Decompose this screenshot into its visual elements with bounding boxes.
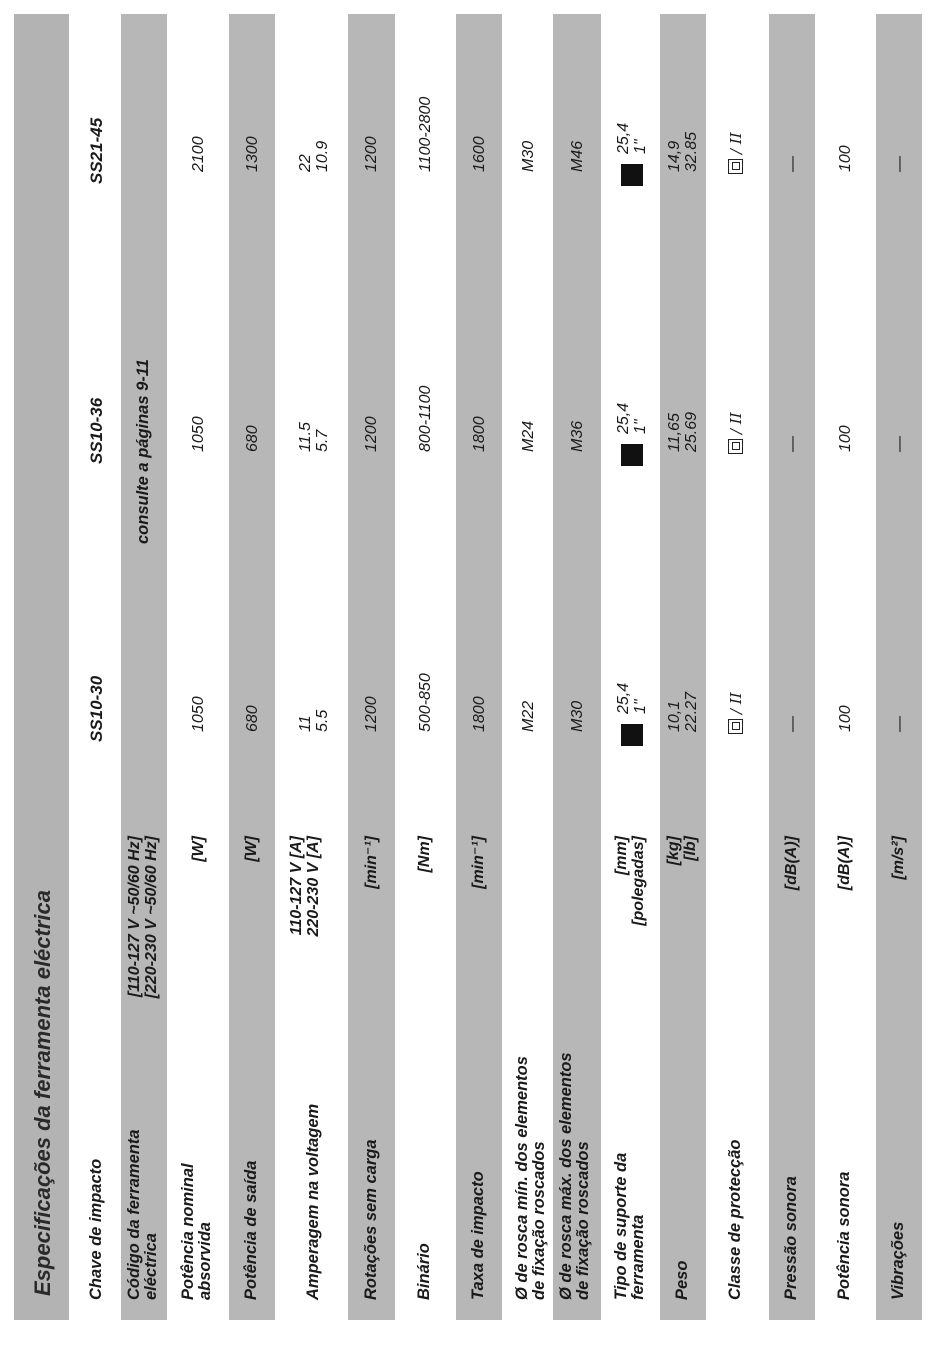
row-label: Potência nominal [179, 1163, 197, 1300]
double-insulation-icon [728, 439, 743, 454]
row-value: 11 [297, 715, 314, 732]
row-band [121, 14, 167, 1320]
square-drive-icon [621, 724, 643, 746]
row-band [608, 14, 655, 1320]
row-value: 25,4 [614, 122, 632, 154]
row-value: — [890, 436, 908, 452]
square-drive-icon [621, 164, 643, 186]
row-value: 11.5 [297, 422, 314, 452]
row-unit: [220-230 V ~50/60 Hz] [143, 836, 160, 999]
row-value: 2100 [190, 136, 207, 172]
row-unit: [kg] [665, 836, 682, 866]
row-value: / II [726, 132, 745, 154]
row-label: Ø de rosca máx. dos elementos [557, 1052, 575, 1300]
row-value: 100 [836, 705, 854, 732]
row-label: Ø de rosca mín. dos elementos [513, 1056, 531, 1300]
row-value: 680 [243, 425, 261, 452]
row-unit: [W] [243, 836, 260, 862]
row-value: 1300 [243, 136, 261, 172]
row-label: Taxa de impacto [469, 1171, 487, 1300]
row-value: 500-850 [416, 673, 434, 732]
row-value: 1200 [363, 416, 380, 452]
row-unit: 220-230 V [A] [305, 836, 322, 937]
row-label: Pressão sonora [782, 1176, 800, 1300]
row-value: 10.9 [314, 140, 331, 172]
row-value: — [783, 436, 801, 452]
row-unit: [polegadas] [630, 836, 647, 926]
row-band [660, 14, 706, 1320]
row-value: 32.85 [683, 131, 700, 172]
row-value: 25.69 [683, 411, 700, 452]
row-value: 1800 [470, 696, 488, 732]
model-header-1: SS10-30 [87, 675, 106, 742]
row-label: de fixação roscados [530, 1141, 548, 1300]
header-label: Chave de impacto [87, 1158, 105, 1300]
row-label: Código da ferramenta [125, 1129, 143, 1300]
row-value: 1200 [363, 696, 380, 732]
row-value: 100 [836, 145, 854, 172]
row-value: 1050 [190, 696, 207, 732]
row-value: 22.27 [683, 691, 700, 732]
double-insulation-icon [728, 719, 743, 734]
row-value: — [783, 716, 801, 732]
row-label: Rotações sem carga [361, 1139, 380, 1300]
model-header-3: SS21-45 [87, 117, 106, 184]
row-unit: [110-127 V ~50/60 Hz] [126, 836, 143, 998]
row-band [402, 14, 448, 1320]
row-band [175, 14, 222, 1320]
row-value: — [890, 156, 908, 172]
row-value: M22 [520, 700, 537, 732]
row-label: absorvida [196, 1222, 214, 1300]
row-value: 100 [836, 425, 854, 452]
row-value: M30 [520, 140, 537, 172]
page-title: Especificações da ferramenta eléctrica [30, 889, 55, 1296]
row-value: 1" [631, 139, 649, 154]
row-value: 800-1100 [416, 385, 434, 452]
row-value: M36 [568, 420, 586, 452]
row-value: 1" [631, 699, 649, 714]
row-value: / II [726, 412, 745, 434]
row-label: Classe de protecção [726, 1139, 744, 1300]
row-band [822, 14, 868, 1320]
row-value: 25,4 [614, 682, 632, 714]
row-value: M46 [568, 140, 586, 172]
row-label: Peso [673, 1260, 691, 1300]
row-value: 10,1 [666, 700, 683, 732]
row-label: Potência sonora [835, 1171, 853, 1300]
row-unit: [dB(A)] [836, 836, 853, 891]
row-unit: [W] [189, 836, 207, 862]
row-value: — [783, 156, 801, 172]
row-band [713, 14, 759, 1320]
row-unit: 110-127 V [A] [288, 836, 305, 936]
row-unit: [dB(A)] [783, 836, 800, 891]
row-value: 1" [631, 419, 649, 434]
row-value: 11,65 [666, 413, 683, 452]
row-value: 5.7 [314, 429, 331, 452]
row-band [456, 14, 502, 1320]
square-drive-icon [621, 444, 643, 466]
row-unit: [lb] [682, 836, 699, 861]
row-value: 22 [297, 154, 314, 172]
row-value: 1100-2800 [416, 96, 434, 172]
row-value: 680 [243, 705, 261, 732]
row-label: Potência de saída [242, 1160, 260, 1300]
row-value: 1600 [470, 136, 488, 172]
row-value: 25,4 [614, 402, 632, 434]
model-header-2: SS10-36 [87, 397, 106, 464]
row-label: de fixação roscados [574, 1141, 592, 1300]
row-label: ferramenta [629, 1214, 647, 1300]
row-unit: [min⁻¹] [362, 836, 380, 889]
row-value: 5.5 [314, 709, 331, 732]
row-value: / II [726, 692, 745, 714]
row-label: Binário [415, 1243, 433, 1300]
row-value: 1200 [363, 136, 380, 172]
row-value: M24 [520, 420, 537, 452]
row-value: 14,9 [666, 140, 683, 172]
row-label: eléctrica [142, 1233, 160, 1300]
row-unit: [min⁻¹] [470, 836, 487, 889]
row-unit: [mm] [613, 836, 630, 876]
row-value: 1800 [470, 416, 488, 452]
merged-note: consulte a páginas 9-11 [134, 359, 152, 544]
row-value: — [890, 716, 908, 732]
row-value: 1050 [190, 416, 207, 452]
row-label: Vibrações [889, 1221, 907, 1300]
row-value: M30 [568, 700, 586, 732]
double-insulation-icon [728, 159, 743, 174]
row-band [348, 14, 395, 1320]
row-band [876, 14, 922, 1320]
row-unit: [Nm] [416, 836, 433, 873]
row-label: Tipo de suporte da [612, 1152, 630, 1300]
row-unit: [m/s²] [890, 836, 907, 880]
row-band [229, 14, 275, 1320]
row-label: Amperagem na voltagem [304, 1103, 322, 1300]
row-band [769, 14, 815, 1320]
